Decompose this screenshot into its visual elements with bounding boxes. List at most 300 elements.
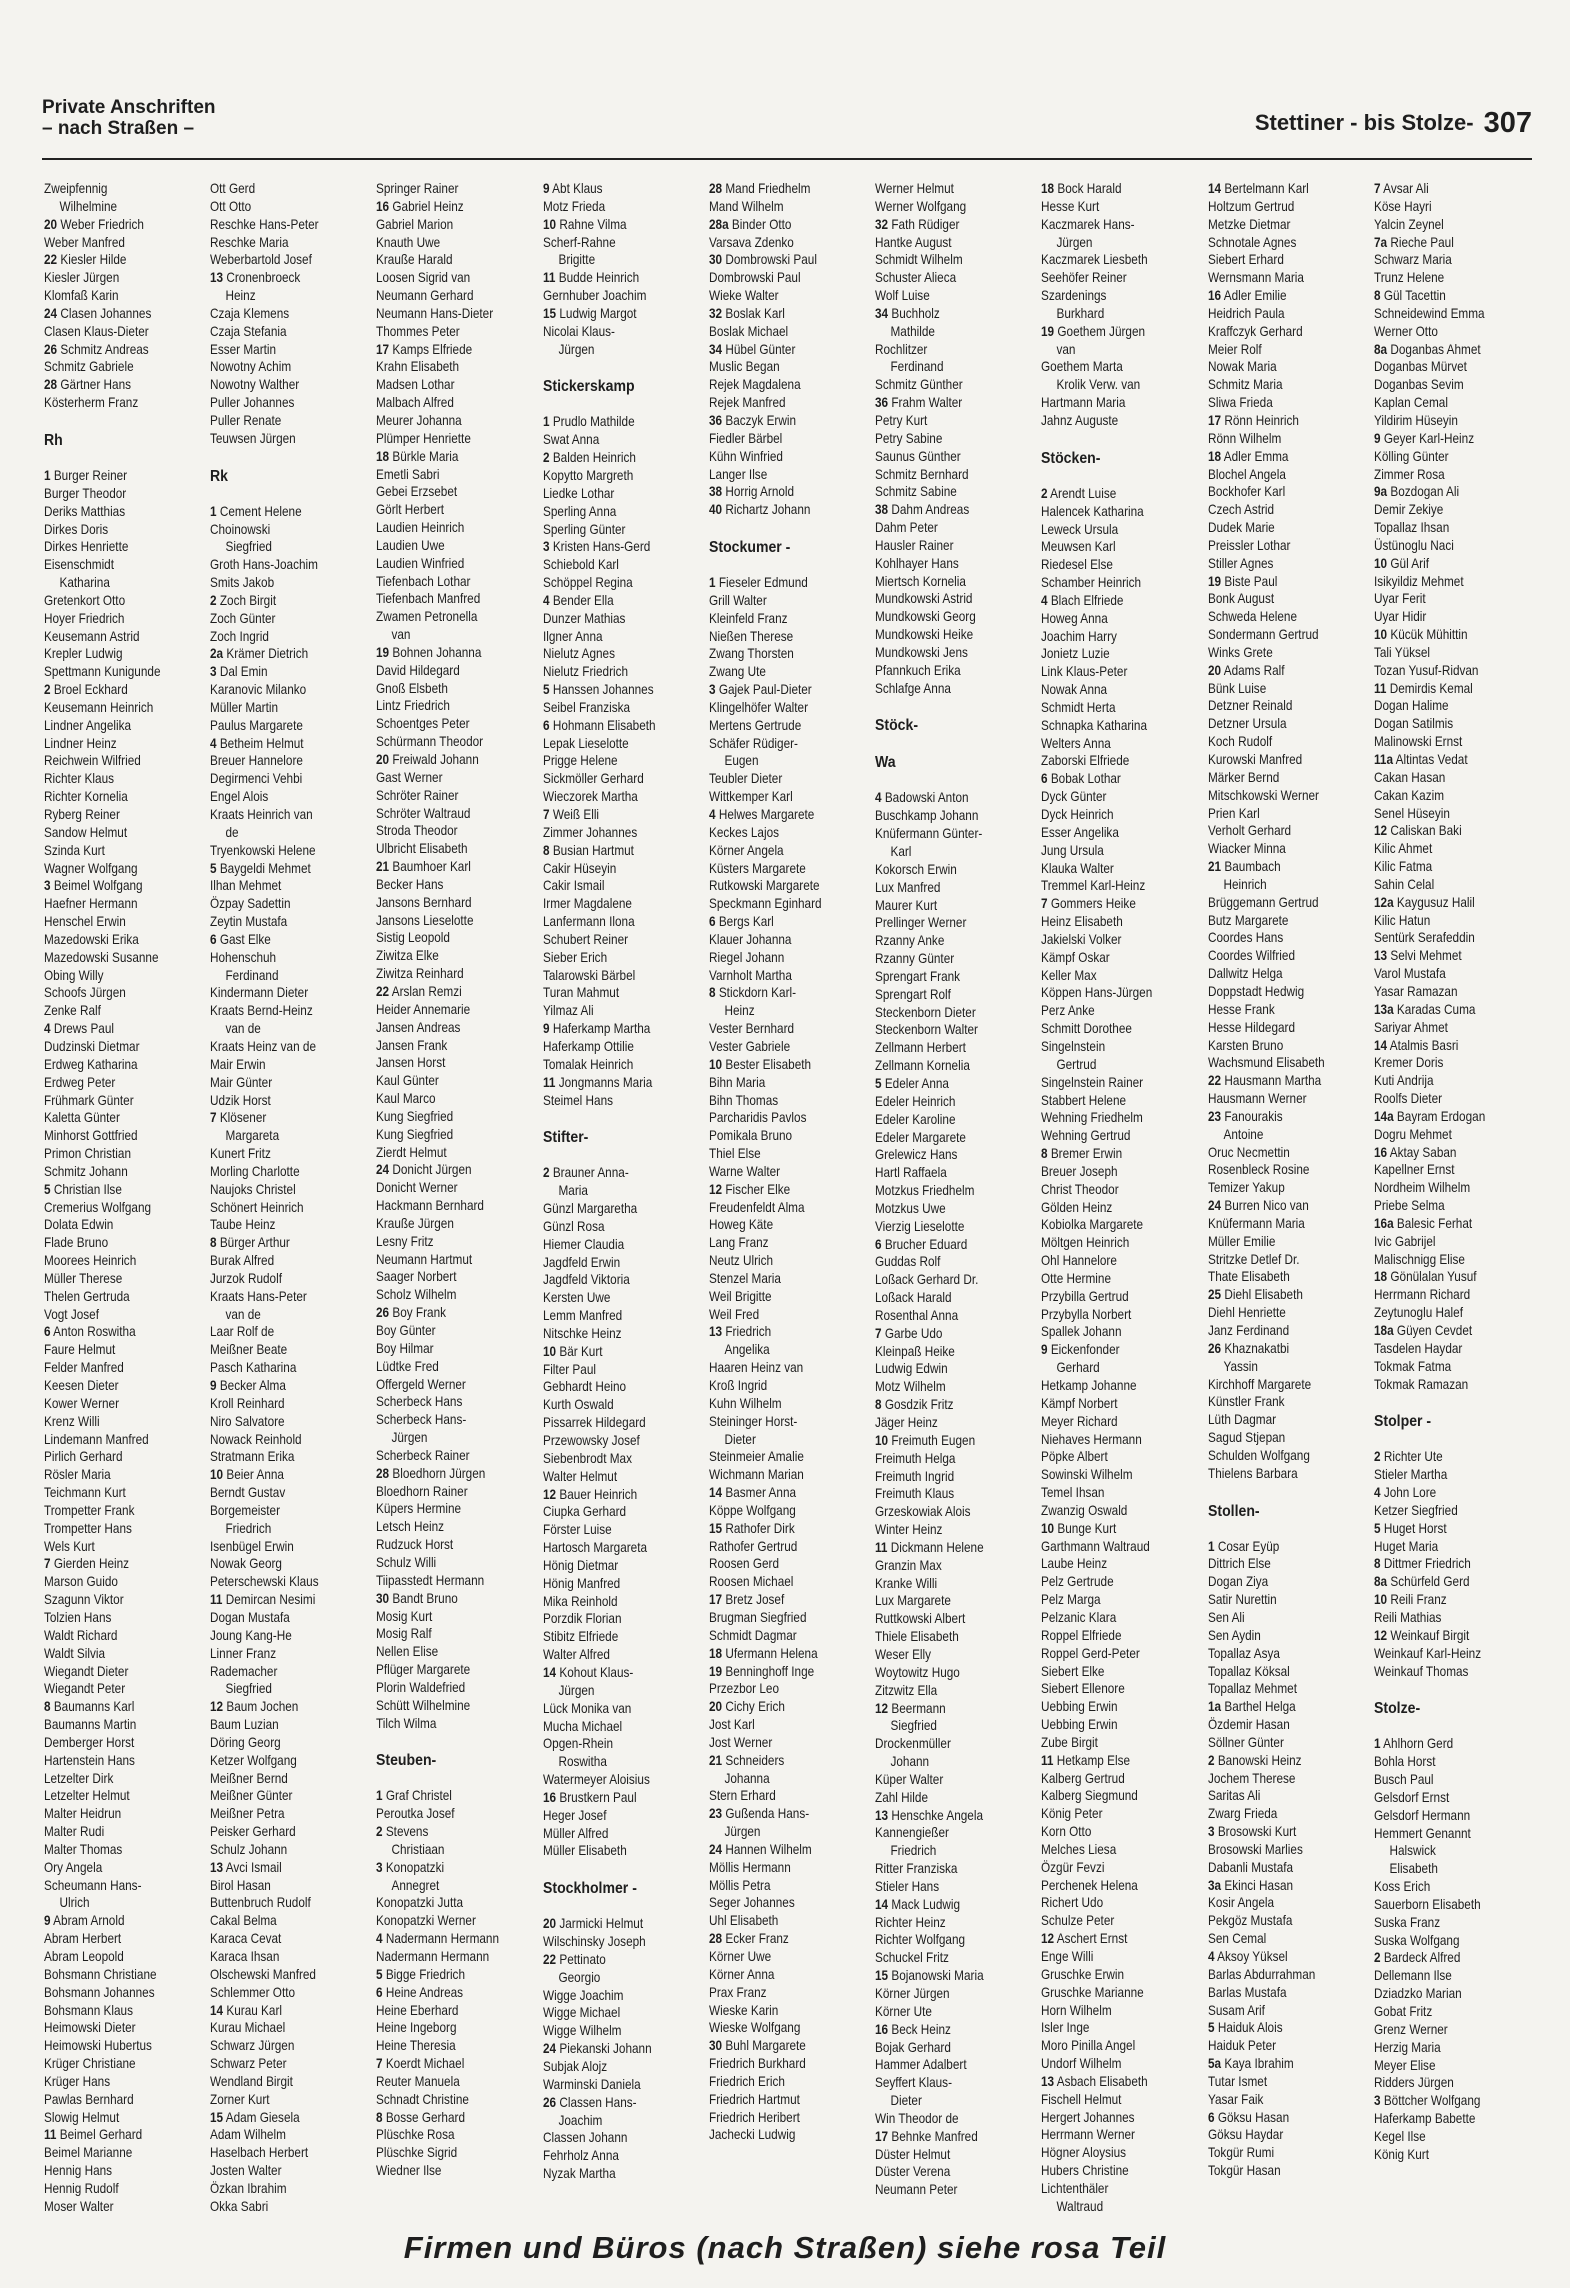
resident-entry: 4 Drews Paul <box>44 1021 115 1037</box>
resident-entry: Zorner Kurt <box>210 2091 270 2107</box>
resident-entry: Herrmann Richard <box>1373 1287 1470 1303</box>
house-number: 3a <box>1207 1877 1221 1893</box>
resident-entry: 7 Koerdt Michael <box>376 2056 465 2072</box>
resident-entry: Johann <box>890 1754 930 1770</box>
resident-entry: Saunus Günther <box>875 448 961 464</box>
house-number: 7 <box>210 1110 217 1126</box>
resident-entry: Kohlhayer Hans <box>875 555 959 571</box>
house-number: 21 <box>1207 859 1221 875</box>
resident-entry: Cakan Hasan <box>1373 769 1446 785</box>
resident-entry: Warminski Daniela <box>542 2076 641 2092</box>
resident-entry: Borgemeister <box>210 1502 281 1518</box>
resident-entry: 8 Gosdzik Fritz <box>875 1397 954 1413</box>
resident-entry: Mazedowski Susanne <box>44 949 159 965</box>
resident-entry: Müller Emilie <box>1207 1233 1275 1249</box>
resident-entry: Richter Heinz <box>875 1914 946 1930</box>
section-spacer <box>875 697 1035 715</box>
resident-entry: Trompetter Hans <box>44 1520 132 1536</box>
resident-entry: Friedrich <box>225 1520 272 1536</box>
house-number: 16 <box>542 1789 556 1805</box>
resident-entry: Siegfried <box>890 1718 938 1734</box>
house-number: 10 <box>542 1343 556 1359</box>
resident-entry: Petry Kurt <box>875 412 928 428</box>
resident-entry: Pomikala Bruno <box>708 1128 792 1144</box>
resident-entry: Stratmann Erika <box>210 1449 295 1465</box>
resident-entry: Stabbert Helene <box>1041 1092 1127 1108</box>
house-number: 4 <box>210 735 217 751</box>
resident-entry: Esser Angelika <box>1041 824 1120 840</box>
resident-entry: Köse Hayri <box>1373 198 1432 214</box>
house-number: 11 <box>1373 680 1387 696</box>
resident-entry: 4 Nadermann Hermann <box>376 1931 500 1947</box>
house-number: 14 <box>542 1664 556 1680</box>
resident-entry: Hammer Adalbert <box>875 2057 967 2073</box>
resident-entry: Kämpf Oskar <box>1041 949 1111 965</box>
resident-entry: Lux Margarete <box>875 1593 952 1609</box>
house-number: 9a <box>1373 484 1387 500</box>
resident-entry: 14 Kohout Klaus- <box>542 1664 633 1680</box>
resident-entry: Pflüger Margarete <box>376 1662 471 1678</box>
resident-entry: Freimuth Helga <box>875 1450 956 1466</box>
resident-entry: 4 Helwes Margarete <box>708 807 815 822</box>
resident-entry: Nowotny Achim <box>210 359 292 375</box>
resident-entry: 11 Jongmanns Maria <box>542 1074 652 1090</box>
resident-entry: Üstünoglu Naci <box>1373 537 1454 553</box>
resident-entry: Faure Helmut <box>44 1342 116 1358</box>
page-header-right <box>1255 107 1532 140</box>
resident-entry: Lindemann Manfred <box>44 1431 149 1447</box>
resident-entry: Seibel Franziska <box>542 699 630 715</box>
resident-entry: 26 Khaznakatbi <box>1207 1340 1289 1356</box>
resident-entry: Gruschke Marianne <box>1041 1984 1145 2000</box>
resident-entry: Körner Angela <box>708 842 784 858</box>
resident-entry: Heine Ingeborg <box>376 2020 457 2036</box>
resident-entry: Doganbas Sevim <box>1373 377 1464 393</box>
resident-entry: Motzkus Uwe <box>875 1200 946 1216</box>
house-number: 2 <box>542 450 550 466</box>
resident-entry: Mundkowski Heike <box>875 627 974 643</box>
resident-entry: Ritter Franziska <box>875 1861 958 1877</box>
resident-entry: 4 Bender Ella <box>542 592 614 608</box>
resident-entry: Naujoks Christel <box>210 1181 296 1197</box>
resident-entry: Meißner Beate <box>210 1342 288 1358</box>
street-heading: Stöcken- <box>1041 449 1101 467</box>
resident-entry: Keckes Lajos <box>708 824 779 840</box>
resident-entry: Nordheim Wilhelm <box>1373 1180 1470 1196</box>
house-number: 18 <box>1207 448 1221 464</box>
resident-entry: 4 Betheim Helmut <box>210 735 304 751</box>
footer-note: Firmen und Büros (nach Straßen) siehe rosa Teil <box>403 2230 1167 2265</box>
resident-entry: Rösler Maria <box>44 1467 111 1483</box>
resident-entry: Nowak Anna <box>1041 682 1108 698</box>
house-number: 3 <box>44 878 51 894</box>
resident-entry: Mair Erwin <box>210 1056 266 1072</box>
resident-entry: Kaul Günter <box>376 1073 440 1089</box>
resident-entry: van de <box>225 1306 262 1322</box>
directory-column <box>210 180 370 2216</box>
resident-entry: 7 Avsar Ali <box>1373 181 1429 196</box>
resident-entry: Schmidt Wilhelm <box>875 252 963 268</box>
resident-entry: Porzdik Florian <box>542 1611 622 1627</box>
house-number: 7 <box>1373 181 1381 196</box>
resident-entry: Schönert Heinrich <box>210 1199 304 1215</box>
house-number: 20 <box>708 1699 722 1715</box>
resident-entry: Müller Martin <box>210 699 279 715</box>
resident-entry: Ulrich <box>59 1895 90 1911</box>
resident-entry: Sperling Günter <box>542 521 626 537</box>
resident-entry: 6 Anton Roswitha <box>44 1324 136 1340</box>
resident-entry: Przewowsky Josef <box>542 1433 640 1448</box>
resident-entry: 17 Behnke Manfred <box>875 2128 978 2144</box>
resident-entry: Weinkauf Karl-Heinz <box>1373 1645 1481 1661</box>
house-number: 23 <box>708 1806 722 1822</box>
resident-entry: Offergeld Werner <box>376 1376 467 1392</box>
resident-entry: Felder Manfred <box>44 1360 124 1376</box>
resident-entry: 3 Brosowski Kurt <box>1207 1824 1296 1840</box>
house-number: 6 <box>1207 2109 1215 2125</box>
resident-entry: Dombrowski Paul <box>708 270 801 286</box>
street-heading: Stöck- <box>875 717 919 735</box>
resident-entry: Granzin Max <box>875 1557 942 1573</box>
resident-entry: Kämpf Norbert <box>1041 1395 1118 1411</box>
resident-entry: Reschke Maria <box>210 234 289 250</box>
resident-entry: Demir Zekiye <box>1373 502 1444 518</box>
resident-entry: Malter Heidrun <box>44 1806 122 1822</box>
resident-entry: Lindner Angelika <box>44 717 132 733</box>
resident-entry: 18 Bock Harald <box>1041 181 1122 196</box>
resident-entry: Sandow Helmut <box>44 824 128 840</box>
resident-entry: 10 Reili Franz <box>1373 1592 1447 1608</box>
resident-entry: 7 Gierden Heinz <box>44 1556 130 1572</box>
resident-entry: Wendland Birgit <box>210 2073 294 2089</box>
house-number: 34 <box>875 305 889 321</box>
house-number: 6 <box>542 717 550 733</box>
resident-entry: Topallaz Ihsan <box>1373 520 1450 536</box>
resident-entry: Meißner Bernd <box>210 1770 289 1786</box>
resident-entry: Josten Walter <box>210 2163 282 2179</box>
resident-entry: Dudzinski Dietmar <box>44 1038 140 1054</box>
resident-entry: Kegel Ilse <box>1373 2128 1426 2144</box>
resident-entry: Knauth Uwe <box>376 234 441 250</box>
resident-entry: Teichmann Kurt <box>44 1485 126 1501</box>
resident-entry: Dogan Halime <box>1373 698 1449 714</box>
resident-entry: 6 Göksu Hasan <box>1207 2109 1289 2125</box>
resident-entry: Malinowski Ernst <box>1373 734 1463 750</box>
resident-entry: 8 Baumanns Karl <box>44 1699 135 1715</box>
resident-entry: Krauße Jürgen <box>376 1215 455 1231</box>
house-number: 17 <box>376 341 390 357</box>
resident-entry: Welters Anna <box>1041 735 1112 751</box>
resident-entry: Jansen Horst <box>376 1055 446 1071</box>
resident-entry: Detzner Reinald <box>1207 698 1292 714</box>
house-number: 17 <box>875 2128 889 2144</box>
resident-entry: Özkan Ibrahim <box>210 2180 287 2196</box>
resident-entry: Emetli Sabri <box>376 466 440 482</box>
resident-entry: Kower Werner <box>44 1395 120 1411</box>
resident-entry: Uebbing Erwin <box>1041 1699 1118 1715</box>
resident-entry: 13 Friedrich <box>708 1324 772 1340</box>
house-number: 13a <box>1373 1001 1394 1017</box>
resident-entry: Förster Luise <box>542 1522 612 1538</box>
resident-entry: Hesse Kurt <box>1041 198 1100 214</box>
resident-entry: Okka Sabri <box>210 2198 269 2214</box>
house-number: 28 <box>708 1931 722 1947</box>
resident-entry: Ruttkowski Albert <box>875 1611 966 1627</box>
resident-entry: Dudek Marie <box>1207 520 1275 536</box>
resident-entry: Perz Anke <box>1041 1003 1095 1019</box>
house-number: 9 <box>542 1021 550 1037</box>
resident-entry: Heimowski Hubertus <box>44 2038 152 2054</box>
resident-entry: Tiipasstedt Hermann <box>376 1572 485 1588</box>
resident-entry: Ilhan Mehmet <box>210 878 282 894</box>
section-spacer <box>210 448 370 466</box>
resident-entry: Joung Kang-He <box>210 1627 293 1643</box>
resident-entry: Wichmann Marian <box>708 1467 804 1483</box>
resident-entry: Richter Kornelia <box>44 789 128 805</box>
resident-entry: Haferkamp Babette <box>1373 2111 1476 2127</box>
resident-entry: Guddas Rolf <box>875 1254 941 1270</box>
resident-entry: Neumann Hans-Dieter <box>376 305 494 321</box>
house-number: 8a <box>1373 341 1387 357</box>
resident-entry: 3a Ekinci Hasan <box>1207 1877 1293 1893</box>
resident-entry: Swat Anna <box>542 432 599 448</box>
resident-entry: Neumann Peter <box>875 2182 958 2198</box>
resident-entry: Friedrich Heribert <box>708 2109 800 2125</box>
resident-entry: 3 Konopatzki <box>376 1859 445 1875</box>
resident-entry: Haiduk Peter <box>1207 2038 1276 2054</box>
resident-entry: Kraffczyk Gerhard <box>1207 323 1303 339</box>
house-number: 18a <box>1373 1323 1394 1338</box>
resident-entry: Hubers Christine <box>1041 2163 1129 2179</box>
resident-entry: 5 Bigge Friedrich <box>376 1966 466 1982</box>
house-number: 2a <box>210 646 224 662</box>
resident-entry: Knüfermann Günter- <box>875 826 983 842</box>
resident-entry: Abram Leopold <box>44 1949 124 1964</box>
resident-entry: 1 Prudlo Mathilde <box>542 414 635 430</box>
resident-entry: 1 Graf Christel <box>376 1788 453 1804</box>
resident-entry: Kraats Heinrich van <box>210 807 313 822</box>
resident-entry: Werner Otto <box>1373 323 1438 339</box>
resident-entry: Moro Pinilla Angel <box>1041 2038 1136 2054</box>
resident-entry: Wagner Wolfgang <box>44 860 138 876</box>
resident-entry: 28 Bloedhorn Jürgen <box>376 1465 486 1481</box>
resident-entry: Roppel Elfriede <box>1041 1627 1122 1643</box>
resident-entry: Görlt Herbert <box>376 502 445 518</box>
resident-entry: 5 Huget Horst <box>1373 1520 1447 1536</box>
resident-entry: Vierzig Lieselotte <box>875 1218 965 1234</box>
resident-entry: Temizer Yakup <box>1207 1180 1285 1196</box>
house-number: 2 <box>376 1824 383 1840</box>
resident-entry: Rudzuck Horst <box>376 1537 454 1553</box>
resident-entry: Sariyar Ahmet <box>1373 1019 1448 1035</box>
resident-entry: Grill Walter <box>708 592 767 608</box>
resident-entry: Freudenfeldt Alma <box>708 1199 805 1215</box>
resident-entry: Barlas Abdurrahman <box>1207 1966 1315 1982</box>
house-number: 8 <box>210 1235 217 1251</box>
resident-entry: Göksu Haydar <box>1207 2127 1283 2143</box>
resident-entry: Klauer Johanna <box>708 931 792 947</box>
house-number: 24 <box>708 1841 722 1857</box>
house-number: 25 <box>1207 1287 1221 1303</box>
resident-entry: Sen Cemal <box>1207 1931 1266 1947</box>
resident-entry: Krauße Harald <box>376 252 453 268</box>
resident-entry: 4 Blach Elfriede <box>1041 592 1124 608</box>
house-number: 16a <box>1373 1215 1394 1231</box>
house-number: 4 <box>376 1931 383 1947</box>
resident-entry: Pissarrek Hildegard <box>542 1415 646 1431</box>
resident-entry: Burak Alfred <box>210 1253 275 1269</box>
resident-entry: Jurzok Rudolf <box>210 1270 283 1286</box>
resident-entry: 13 Cronenbroeck <box>210 270 301 286</box>
resident-entry: Laudien Heinrich <box>376 520 465 536</box>
house-number: 14a <box>1373 1108 1394 1124</box>
resident-entry: Hantke August <box>875 234 952 250</box>
resident-entry: Fehrholz Anna <box>542 2148 619 2164</box>
section-label-line2: – nach Straßen – <box>42 118 195 139</box>
resident-entry: van de <box>225 1021 262 1037</box>
resident-entry: Seger Johannes <box>708 1895 795 1911</box>
resident-entry: 4 John Lore <box>1373 1485 1436 1501</box>
house-number: 11a <box>1373 752 1393 767</box>
resident-entry: Kroß Ingrid <box>708 1378 768 1393</box>
house-number: 4 <box>875 790 882 806</box>
resident-entry: Kilic Fatma <box>1373 859 1432 875</box>
house-number: 8 <box>542 842 550 858</box>
resident-entry: 30 Dombrowski Paul <box>708 252 817 268</box>
resident-entry: Boslak Michael <box>708 323 789 339</box>
resident-entry: Schulz Johann <box>210 1841 288 1857</box>
house-number: 4 <box>708 807 716 822</box>
resident-entry: Waltraud <box>1056 2198 1104 2214</box>
resident-entry: Meyer Elise <box>1373 2057 1436 2073</box>
resident-entry: Bohsmann Klaus <box>44 2002 133 2018</box>
resident-entry: Nadermann Hermann <box>376 1949 490 1964</box>
resident-entry: Petry Sabine <box>875 430 943 446</box>
resident-entry: Prien Karl <box>1207 805 1260 821</box>
resident-entry: Isikyildiz Mehmet <box>1373 573 1464 589</box>
resident-entry: Karaca Cevat <box>210 1931 282 1947</box>
house-number: 5 <box>542 682 550 698</box>
resident-entry: 14 Kurau Karl <box>210 2002 283 2018</box>
resident-entry: 8 Bürger Arthur <box>210 1235 291 1251</box>
resident-entry: Dyck Heinrich <box>1041 807 1114 822</box>
resident-entry: 26 Classen Hans- <box>542 2094 637 2110</box>
house-number: 3 <box>542 539 550 555</box>
resident-entry: Demberger Horst <box>44 1734 135 1750</box>
house-number: 4 <box>44 1021 51 1037</box>
resident-entry: Puller Johannes <box>210 395 295 411</box>
resident-entry: 10 Bär Kurt <box>542 1343 603 1359</box>
resident-entry: 7 Klösener <box>210 1110 267 1126</box>
resident-entry: Weil Fred <box>708 1306 760 1322</box>
resident-entry: Enge Willi <box>1041 1949 1094 1964</box>
house-number: 8 <box>1373 288 1381 304</box>
resident-entry: Gruschke Erwin <box>1041 1966 1125 1982</box>
resident-entry: Loßack Gerhard Dr. <box>875 1272 979 1288</box>
resident-entry: Christ Theodor <box>1041 1181 1119 1197</box>
resident-entry: Meuwsen Karl <box>1041 539 1116 555</box>
resident-entry: Breuer Hannelore <box>210 753 304 769</box>
resident-entry: Haefner Hermann <box>44 896 138 912</box>
resident-entry: Steckenborn Dieter <box>875 1004 976 1020</box>
resident-entry: Waldt Richard <box>44 1627 118 1643</box>
resident-entry: Kindermann Dieter <box>210 985 309 1001</box>
resident-entry: Lüdtke Fred <box>376 1358 440 1374</box>
resident-entry: Gerhard <box>1056 1360 1100 1376</box>
resident-entry: Drockenmüller <box>875 1736 951 1752</box>
resident-entry: Howeg Käte <box>708 1217 774 1233</box>
resident-entry: Motz Wilhelm <box>875 1379 946 1395</box>
resident-entry: Bihn Maria <box>708 1074 766 1090</box>
resident-entry: Hennig Rudolf <box>44 2180 119 2196</box>
resident-entry: Dallwitz Helga <box>1207 966 1283 982</box>
resident-entry: 11 Demirdis Kemal <box>1373 680 1473 696</box>
resident-entry: Heinz Elisabeth <box>1041 914 1124 930</box>
resident-entry: Koch Rudolf <box>1207 734 1272 750</box>
resident-entry: Mitschkowski Werner <box>1207 787 1319 803</box>
house-number: 8 <box>708 985 716 1001</box>
resident-entry: 17 Rönn Heinrich <box>1207 412 1299 428</box>
house-number: 26 <box>44 341 58 357</box>
resident-entry: Wieske Karin <box>708 2002 779 2018</box>
resident-entry: Konopatzki Jutta <box>376 1895 464 1911</box>
resident-entry: Varsava Zdenko <box>708 234 794 250</box>
resident-entry: Hartmann Maria <box>1041 395 1126 411</box>
resident-entry: Nielutz Friedrich <box>542 664 628 680</box>
resident-entry: 21 Baumhoer Karl <box>376 859 472 875</box>
directory-column <box>875 180 1035 2216</box>
resident-entry: Ilgner Anna <box>542 628 603 644</box>
house-number: 13 <box>1373 948 1387 964</box>
resident-entry: Loßack Harald <box>875 1290 952 1306</box>
resident-entry: Jürgen <box>391 1430 428 1446</box>
resident-entry: 12 Beermann <box>875 1700 946 1716</box>
resident-entry: Mathilde <box>890 323 936 339</box>
resident-entry: Gobat Fritz <box>1373 2004 1432 2019</box>
resident-entry: Kraats Bernd-Heinz <box>210 1003 313 1019</box>
resident-entry: Dolata Edwin <box>44 1217 114 1233</box>
resident-entry: Dogru Mehmet <box>1373 1126 1452 1142</box>
resident-entry: Knüfermann Maria <box>1207 1215 1305 1231</box>
resident-entry: Scherbeck Rainer <box>376 1447 471 1463</box>
house-number: 34 <box>708 341 722 357</box>
resident-entry: Isenbügel Erwin <box>210 1538 294 1554</box>
resident-entry: Wels Kurt <box>44 1538 95 1554</box>
house-number: 8a <box>1373 1574 1387 1590</box>
resident-entry: 2 Stevens <box>376 1824 429 1840</box>
house-number: 2 <box>44 682 51 698</box>
resident-entry: Czech Astrid <box>1207 502 1274 518</box>
resident-entry: Jäger Heinz <box>875 1415 938 1430</box>
resident-entry: Varol Mustafa <box>1373 966 1446 982</box>
resident-entry: Scherf-Rahne <box>542 234 616 250</box>
resident-entry: 8 Busian Hartmut <box>542 842 634 858</box>
resident-entry: Hartenstein Hans <box>44 1752 135 1768</box>
resident-entry: Karaca Ihsan <box>210 1949 280 1964</box>
resident-entry: Ott Gerd <box>210 181 256 196</box>
resident-entry: Motz Frieda <box>542 198 605 214</box>
resident-entry: Thate Elisabeth <box>1207 1269 1290 1285</box>
resident-entry: Ulbricht Elisabeth <box>376 841 469 857</box>
resident-entry: Meurer Johanna <box>376 412 463 428</box>
house-number: 10 <box>210 1467 224 1483</box>
resident-entry: van <box>1056 341 1076 357</box>
resident-entry: 18 Ufermann Helena <box>708 1645 818 1661</box>
resident-entry: Lemm Manfred <box>542 1308 622 1324</box>
house-number: 6 <box>210 931 217 947</box>
house-number: 22 <box>1207 1073 1221 1089</box>
resident-entry: Marson Guido <box>44 1574 118 1590</box>
